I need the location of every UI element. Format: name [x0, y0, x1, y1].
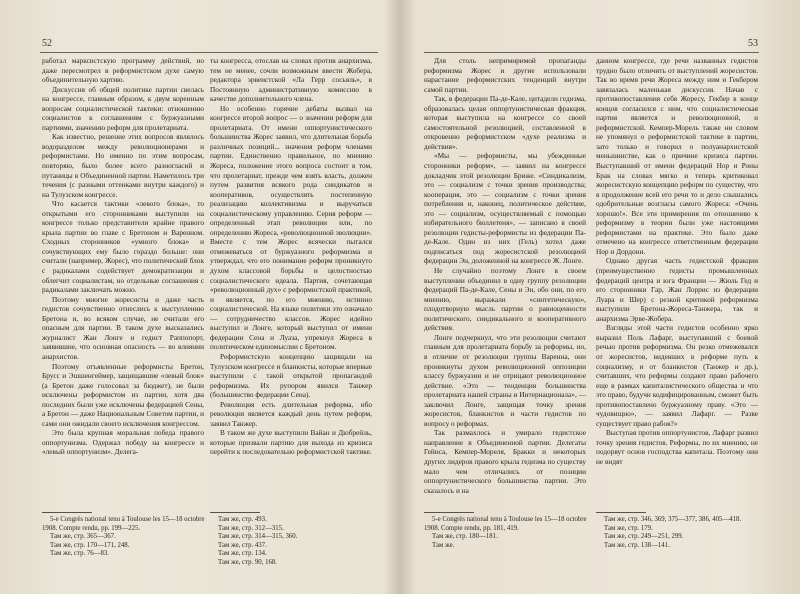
right-column-a: [424, 56, 586, 495]
footnote: Там же, стр. 179.: [604, 524, 653, 532]
footnote: Там же, стр. 134.: [218, 550, 267, 557]
paragraph: Не случайно поэтому Лонге в своем выступлении объединил в одну группу резолюции федераций Па-де-Кале, Сены и Эн, обо они, по его мнению, выражали «синтетическую», плодотворную мысль партии о равноценности политического, синдикального и кооперативного действия.: [424, 266, 586, 333]
page-number-left: 52: [42, 38, 52, 49]
footnotes-left-a: [42, 516, 206, 559]
paragraph: Это была крупная моральная победа правого оппортунизма. Одержал победу на конгрессе и «левый оппортунизм». Делега-: [42, 428, 204, 457]
paragraph: ты конгресса, отослав на словах против анархизма, тем не менее, сочли возможным ввести Жобера, редактора эрвеистской «Ла Герр сосьяль», в Постоянную административную комиссию в качестве дополнительного члена.: [210, 56, 372, 104]
header-rule-right: [424, 52, 759, 53]
footnote: Там же, стр. 437.: [218, 541, 267, 549]
paragraph: Реформистскую концепцию защищали на Тулузском конгрессе и бланкисты, которые впервые выступили с такой открытой пропагандой реформизма. Их рупором явился Танжер (большинство федерации Сена).: [210, 351, 372, 400]
page-number-right: 53: [748, 38, 758, 49]
paragraph: В таком же духе выступили Вайан и Дюбрейль, которые призвали партию для выхода из кризиса перейти к последовательно реформистской тактике.: [210, 428, 372, 457]
footnote: Там же, стр. 138—141.: [604, 541, 670, 549]
paragraph: Поэтому отъявленные реформисты Бретон, Брусс и Эшшенгеймер, защищавшие «левый блок» (а Бретон даже голосовал за бюджет), не были исключены реформистом из партии, хотя два последних были уже исключены федерацией Сены, а Бретон — даже Национальным Советом партии, и сами они ожидали своего исключения конгрессом.: [42, 361, 204, 428]
footnote: Там же, стр. 493.: [218, 516, 267, 523]
footnote: Там же, стр. 170—171, 248.: [50, 541, 130, 549]
right-column-b: [596, 56, 758, 467]
footnote: Там же, стр. 314—315, 360.: [218, 533, 298, 540]
paragraph: Революция есть длительная реформа, ибо революция является каждый день путем реформ, заявил Танжер.: [210, 399, 372, 428]
footnote: 5-e Congrès national tenu à Toulouse les 15—18 octobre 1908. Compte rendu, pp. 181, 419.: [424, 516, 587, 532]
paragraph: Для столь непримиримой пропаганды реформизма Жорес и другие использовали нарастание реформистских тенденций внутри самой партии.: [424, 56, 586, 94]
paragraph: Лонге подчеркнул, что эти резолюции считают главным для пролетариата борьбу за реформы, но, в отличие от резолюции группы Варенна, они проникнуты духом революционной оппозиции классу буржуазии и не отрицают революционное действие. «Это — тенденция большинства пролетариата нашей страны и Интернационала», — заключил Лонге, защищая точку зрения жоресистов, бланкистов и части гедистов по вопросу о реформах.: [424, 332, 586, 428]
paragraph: Дискуссия об общей политике партии свелась на конгрессе, главным образом, к двум коренным вопросам социалистической тактики: отношению социалистов к соглашениям с буржуазными партиями, значению реформ для пролетариата.: [42, 84, 204, 132]
footnote: Там же, стр. 180—181.: [432, 533, 498, 540]
paragraph: «Мы — реформисты, мы убежденные сторонники реформ», — заявил на конгрессе докладчик этой резолюции Бриже. «Синдикализм, это — социализм с точки зрения производства; кооперация, это — социализм с точки зрения потребления и, наконец, политическое действие, это — социализм, осуществляемый с помощью избирательного бюллетеня», — записано в своей резолюции гедисты-реформисты из федерации Па-де-Кале. Один из них (Гель) хотел даже подписаться под жоресистской резолюцией федерации Эн, доложенной на конгрессе Ж. Лонге.: [424, 151, 586, 266]
footnotes-right-b: [596, 516, 760, 550]
footnotes-left-b: [210, 516, 374, 567]
right-page: [400, 0, 800, 594]
paragraph: Так размахлось и умирало гедистское направление в Объединенной партии. Делегаты Гейнса, Кемпер-Мореля, Бракки и некоторых других лидеров правого крыла гедизма по существу мало чем отличались от позиции оппортунистического большинства партии. Это сказалось и на: [424, 428, 586, 495]
footnote: Там же, стр. 346, 369, 375—377, 386, 405—418.: [604, 516, 742, 523]
footnote: Там же, стр. 76—83.: [50, 550, 109, 557]
paragraph: Как известно, решение этих вопросов являлось водоразделом между революционерами и реформистами. Но именно по этим вопросам, повторяю, было более всего разногласий и путаницы в Объединенной партии. Наметилось три течения (с разными оттенками внутри каждого) и на Тулузском конгрессе.: [42, 132, 204, 199]
paragraph: Взгляды этой части гедистов особенно ярко выразил Поль Лафарг, выступавший с боевой речью против реформизма. Он резко отмежевался от жоресистов, видевших в реформе путь к социализму, и от бланкистов (Танжер и др.), считавших, что реформы создают право рабочего еще в рамках капиталистического общества и что это право, будучи кодифицированным, сможет быть противопоставлено буржуазному праву. «Это — чудовищно», — заявил Лафарг. — Разве существует право рабов?»: [596, 323, 758, 428]
footnotes-right-a: [424, 516, 588, 550]
paragraph: Поэтому многие жоресисты и даже часть гедистов сочувственно отнеслись к выступлению Бретона и, во всяком случае, не считали его опасным для партии. В таком духе высказались журналист Жан Лонге и гедист Раппопорт, заявившие, что основная опасность — во влиянии анархистов.: [42, 294, 204, 361]
footnote: Там же, стр. 365—367.: [50, 533, 116, 540]
header-rule-left: [40, 52, 378, 53]
footnote: Там же, стр. 249—251, 299.: [604, 533, 684, 540]
footnote-rule: [596, 512, 646, 513]
paragraph: Что касается тактики «левого блока», то открытыми его сторонниками выступили на конгрессе только представители крайне правого крыла партии во главе с Бретоном и Варенном. Сходных сторонников «умного блока» и сочувствующих ему было гораздо больше: они считали (например, Жорес), что политический блок с радикалами содействует демократизации и облегчит социалистам, но отдельные соглашения с радикалами заключать можно.: [42, 199, 204, 295]
paragraph: Но особенно горячие дебаты вызвал на конгрессе второй вопрос — о значении реформ для пролетариата. От имени оппортунистического большинства Жорес заявил, что длительная борьба различных позиций... значения реформ членами партии. Единственно правильное, по мнению Жореса, положение этого вопроса состоит в том, что пролетариат, прежде чем взять власть, должен путем развития всякого рода синдикатов и кооперативов, осуществлять постепенную реализацию коллективизма и выручаться социалистическому управлению. Серия реформ — определенный этап революции или, по определению Жореса, «революционной эволюции». Вместе с тем Жорес всячески пытался отмежеваться от буржуазного реформизма и утверждал, что его понимание реформ проникнуто духом классовой борьбы и целостностью социалистического идеала. Партия, сочетающая «революционный дух» с реформистской практикой, и является, по его мнению, истинно социалистической. На языке политики это означало — сотрудничество классов. Жорес идейно выступил и Лонге, который выступил от имени федерации Сена и Луаза, упрекнул Жореса в политическом единомыслии с Бретоном.: [210, 103, 372, 352]
footnote: Там же, стр. 90, 168.: [218, 558, 277, 566]
footnote: Там же.: [432, 541, 455, 549]
footnote: 5-e Congrès national tenu à Toulouse les 15—18 octobre 1908. Compte rendu, pp. 199—225.: [42, 516, 205, 532]
paragraph: Так, в федерации Па-де-Кале, цитадели гедизма, образовалась целая оппортунистическая фракция, которая выступила на конгрессе со своей самостоятельной резолюцией, составленной в откровенно реформистском «духе реализма и действия».: [424, 94, 586, 151]
footnote-rule: [210, 512, 260, 513]
footnote: Там же, стр. 312—315.: [218, 524, 284, 532]
left-column-b: [210, 56, 372, 457]
footnote-rule: [42, 512, 92, 513]
paragraph: Однако другая часть гедистской фракции (преимущественно гедисты промышленных федераций центра и юга Франции — Жюль Гед и его сторонники Гар, Жан Лоррис из федерации Луара и Шер) с резкой критикой реформизма выступили Бретона-Жореса-Танжера, так и анархизма Эрве-Жобера.: [596, 256, 758, 323]
paragraph: данном конгрессе, где речи названных гедистов трудно было отличить от выступлений жоресистов. Так во время речи Жореса между ним и Гекбером завязалась маленькая дискуссия. Начав с противопоставления себя Жоресу, Гекбер в конце концов согласился с ним, что социалистическая партия является и революционной, и реформистской. Кемпер-Морель также ни словом не упомянул о реформистской тактике в партии, зато только и говорил о полуанархистской меньшинстве, как о причине кризиса партии. Выступавший от имени федераций Нор и Роны Брак на словах мягко и теперь критиковал жоресистскую концепцию реформ по существу, что в продолжение всей его речи то и дело слышались одобрительные возгласы самого Жореса: «Очень хорошо!». Все эти примирения по отношению к реформизму в теории были уже настоящими реформистами на практике. Это было даже отмечено на конгрессе ответственным федерации Нор и Дордони.: [596, 56, 758, 256]
left-column-a: [42, 56, 204, 457]
footnote-rule: [424, 512, 474, 513]
paragraph: Выступая против оппортунистов, Лафарг развил точку зрения гедистов. Реформы, по их мнению, не подорвут основ господства капитала. Поэтому они не видят: [596, 428, 758, 466]
paragraph: работал марксистскую программу действий, но даже пересмотрел в реформистском духе самую объединительную хартию.: [42, 56, 204, 85]
